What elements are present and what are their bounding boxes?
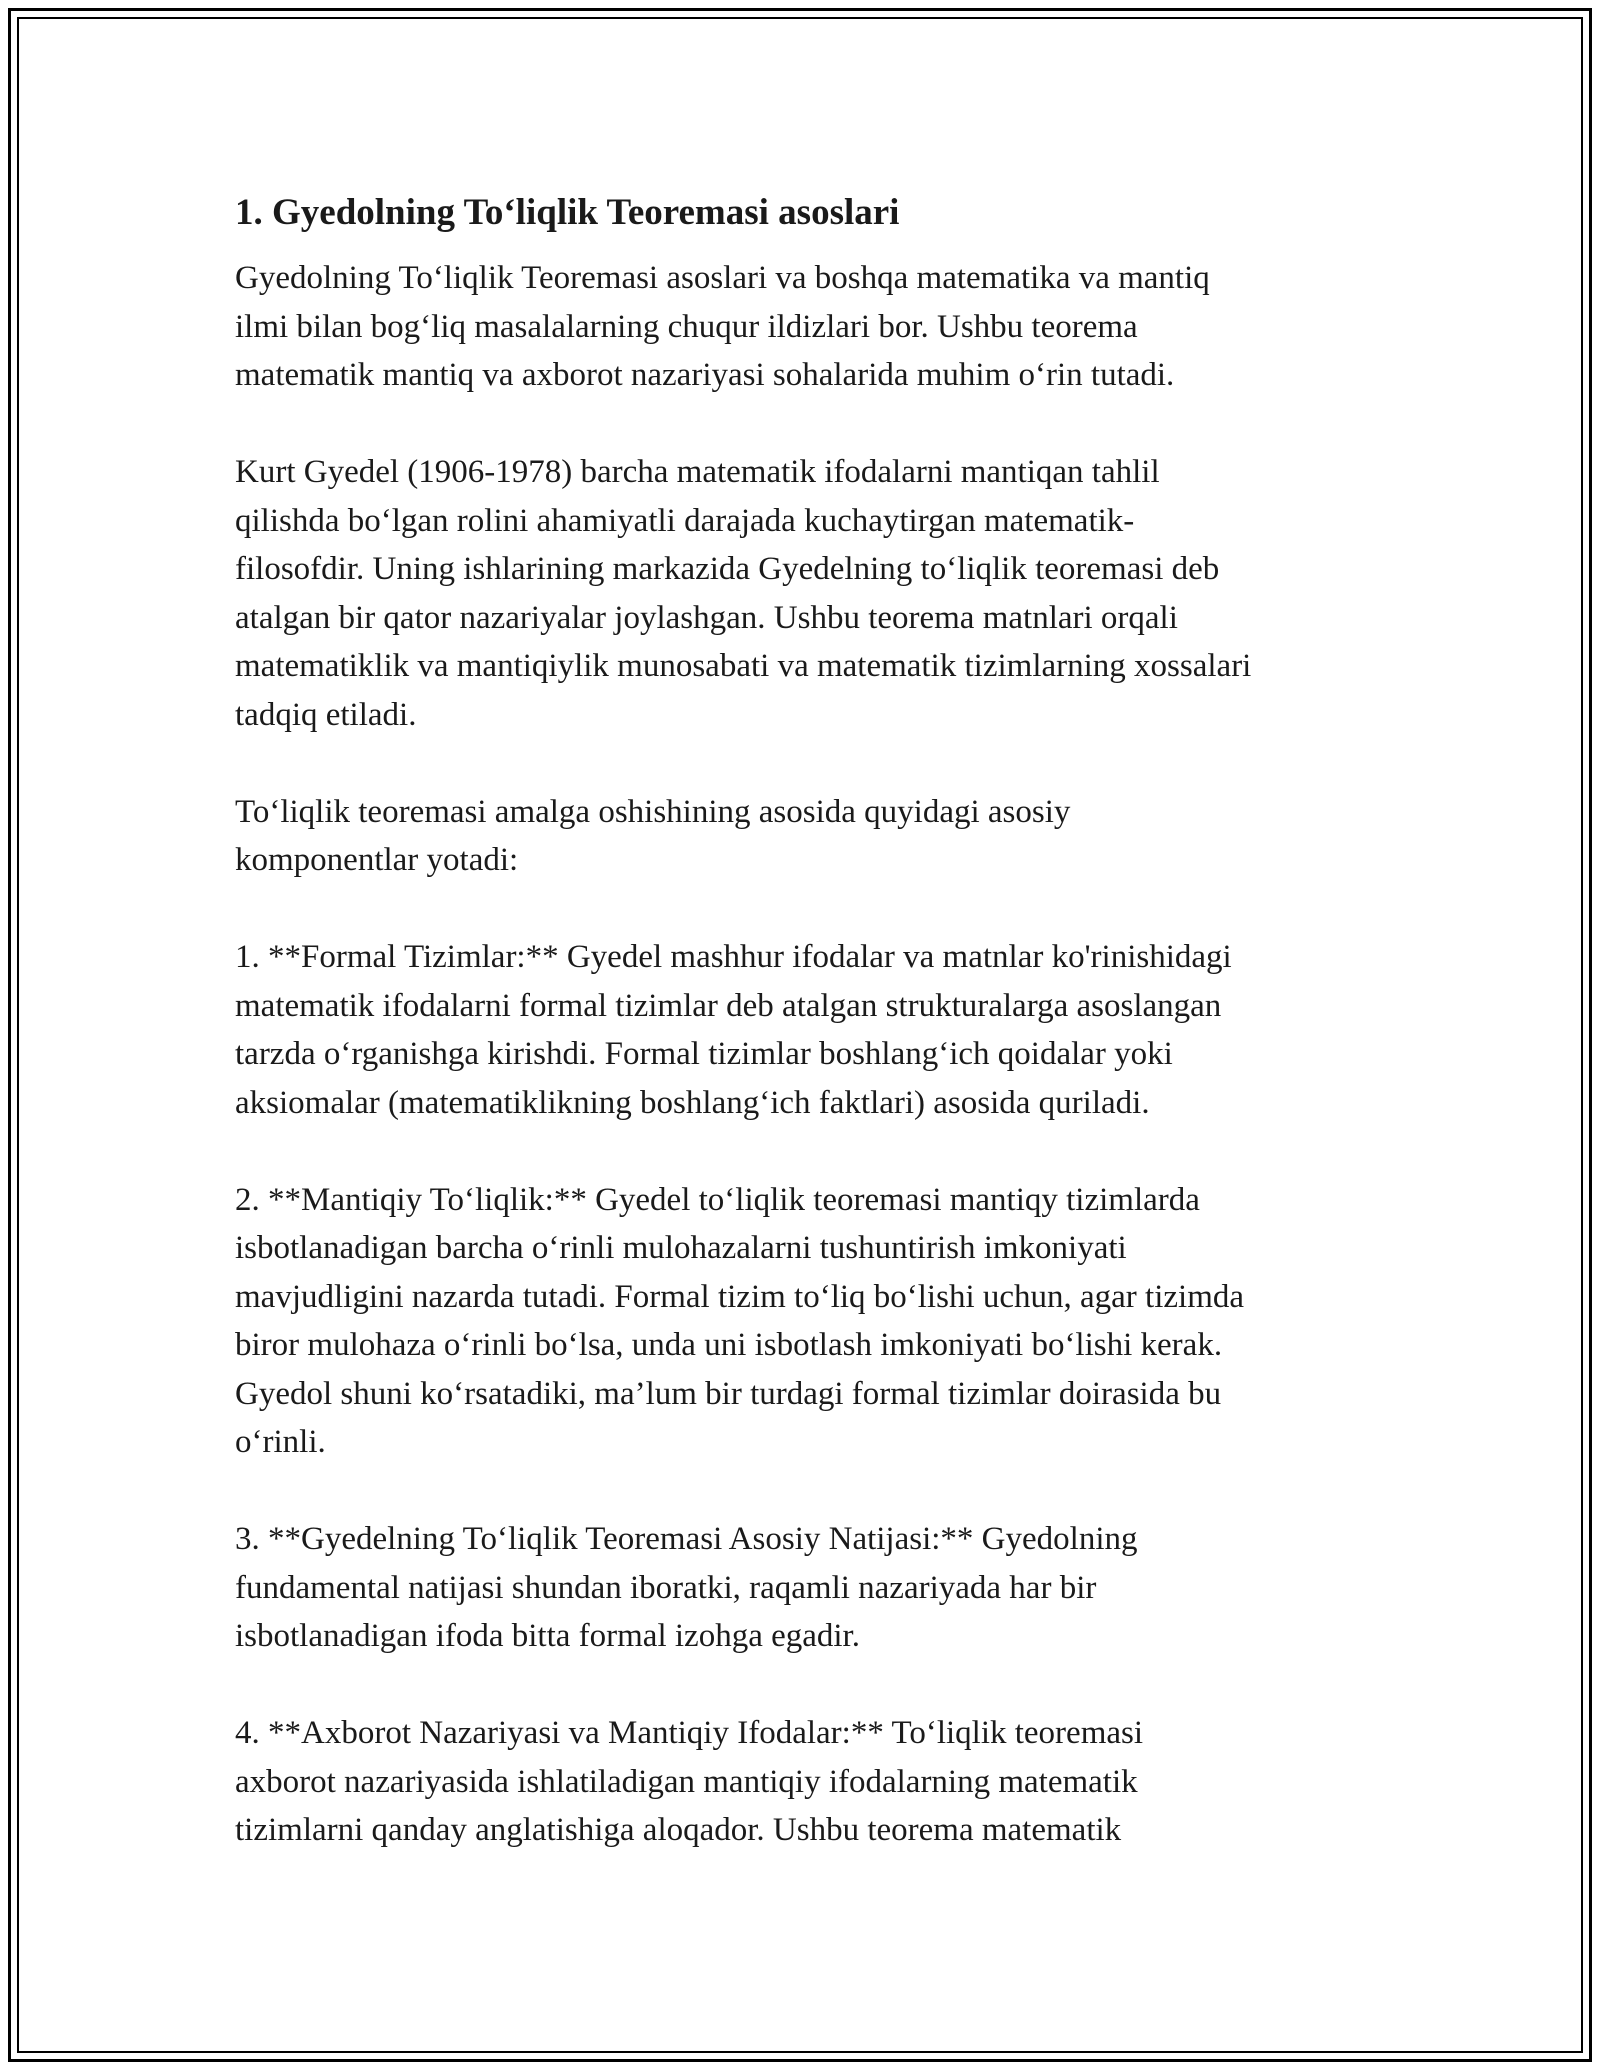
section-heading: 1. Gyedolning To‘liqlik Teoremasi asoslari (235, 192, 900, 233)
list-item-formal-tizimlar: 1. **Formal Tizimlar:** Gyedel mashhur ifodalar va matnlar ko'rinishidagi matematik ifodalarni formal tizimlar deb atalgan strukturalarga asoslangan tarzda o‘rganishga kirishdi. Formal tizimlar boshlang‘ich qoidalar yoki aksiomalar (matematiklikning boshlang‘ich faktlari) asosida quriladi. (235, 939, 1232, 1121)
document-body (235, 186, 1385, 1855)
list-item-axborot-nazariyasi: 4. **Axborot Nazariyasi va Mantiqiy Ifodalar:** To‘liqlik teoremasi axborot nazariyasida ishlatiladigan mantiqiy ifodalarning matematik tizimlarni qanday anglatishiga aloqador. Ushbu teorema matematik (235, 1715, 1144, 1848)
paragraph-components-intro: To‘liqlik teoremasi amalga oshishining asosida quyidagi asosiy komponentlar yotadi: (235, 793, 1071, 878)
list-item-mantiqiy-toliqlik: 2. **Mantiqiy To‘liqlik:** Gyedel to‘liqlik teoremasi mantiqy tizimlarda isbotlanadigan barcha o‘rinli mulohazalarni tushuntirish imkoniyati mavjudligini nazarda tutadi. Formal tizim to‘liq bo‘lishi uchun, agar tizimda biror mulohaza o‘rinli bo‘lsa, unda uni isbotlash imkoniyati bo‘lishi kerak. Gyedol shuni ko‘rsatadiki, ma’lum bir turdagi formal tizimlar doirasida bu o‘rinli. (235, 1181, 1245, 1460)
paragraph-kurt-gyedel: Kurt Gyedel (1906-1978) barcha matematik ifodalarni mantiqan tahlil qilishda bo‘lgan rolini ahamiyatli darajada kuchaytirgan matematik- filosofdir. Uning ishlarining markazida Gyedelning to‘liqlik teoremasi deb atalgan bir qator nazariyalar joylashgan. Ushbu teorema matnlari orqali matematiklik va mantiqiylik munosabati va matematik tizimlarning xossalari tadqiq etiladi. (235, 454, 1252, 733)
paragraph-intro: Gyedolning To‘liqlik Teoremasi asoslari va boshqa matematika va mantiq ilmi bilan bog‘liq masalalarning chuqur ildizlari bor. Ushbu teorema matematik mantiq va axborot nazariyasi sohalarida muhim o‘rin tutadi. (235, 260, 1210, 393)
list-item-asosiy-natija: 3. **Gyedelning To‘liqlik Teoremasi Asosiy Natijasi:** Gyedolning fundamental natijasi shundan iboratki, raqamli nazariyada har bir isbotlanadigan ifoda bitta formal izohga egadir. (235, 1521, 1138, 1654)
